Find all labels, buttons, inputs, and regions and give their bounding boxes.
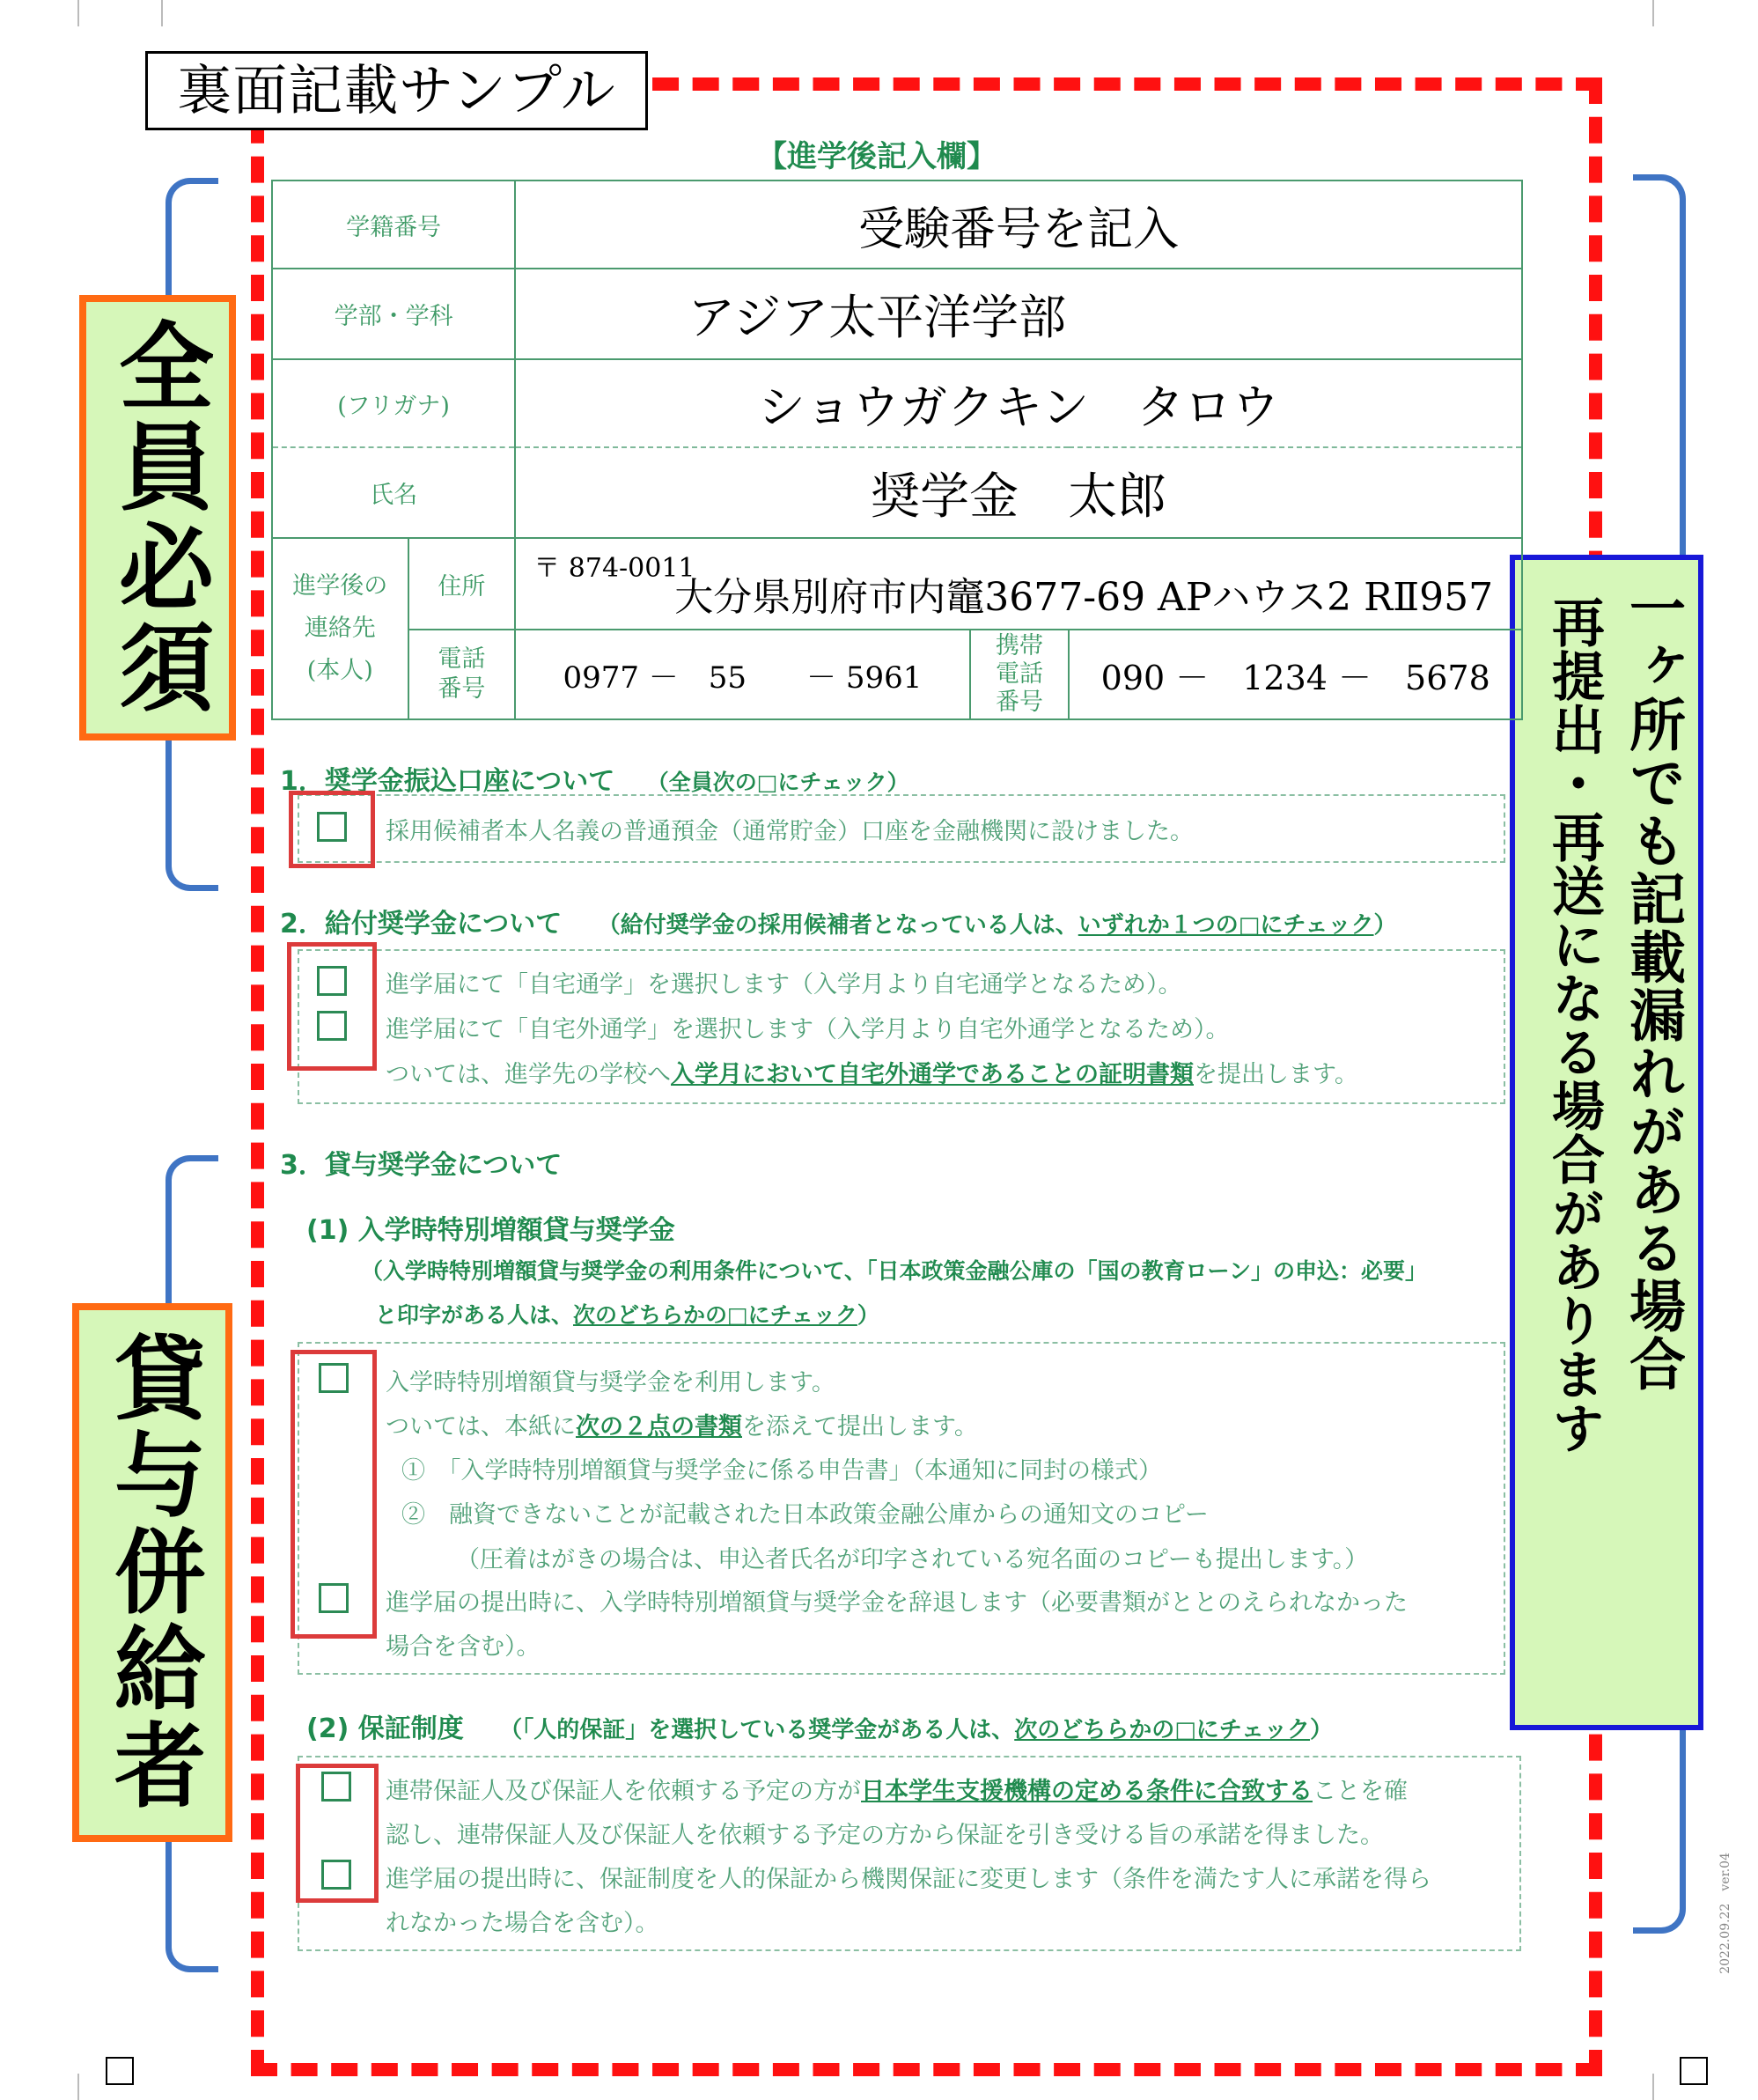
corner-mark-right — [1680, 2057, 1708, 2085]
name-label: 氏名 — [272, 447, 515, 538]
section2-item-2: 進学届にて「自宅外通学」を選択します（入学月より自宅外通学となるため）。 — [386, 1016, 1230, 1043]
address-cell — [515, 538, 1522, 630]
crop-mark — [161, 0, 163, 26]
section1-title: 1．奨学金振込口座について — [280, 766, 615, 797]
label-loan-recipients: 貸与併給者 — [72, 1303, 232, 1842]
student-no-label: 学籍番号 — [272, 181, 515, 269]
phone-label: 電話番号 — [408, 630, 516, 719]
section1-item-1: 採用候補者本人名義の普通預金（通常貯金）口座を金融機関に設けました。 — [386, 818, 1194, 845]
checkbox-home-commute[interactable] — [317, 966, 347, 996]
address-label: 住所 — [408, 538, 516, 630]
section3-sub1-item-1: 入学時特別増額貸与奨学金を利用します。 — [386, 1369, 835, 1396]
phone-value[interactable]: 0977 － 55 － 5961 — [515, 630, 969, 719]
section3-sub2-item-1: 連帯保証人及び保証人を依頼する予定の方が日本学生支援機構の定める条件に合致することを確 — [386, 1778, 1408, 1805]
checkbox-away-commute[interactable] — [317, 1011, 347, 1041]
section3-sub1-item-7: 場合を含む）。 — [386, 1633, 541, 1661]
warning-box — [1510, 555, 1703, 1730]
section2-checkbox-frame — [287, 942, 377, 1071]
crop-mark — [1652, 2074, 1654, 2100]
address-value[interactable]: 大分県別府市内竈3677-69 APハウス2 RⅡ957 — [674, 575, 1494, 620]
section3-sub1-item-2: ついては、本紙に次の２点の書類を添えて提出します。 — [386, 1413, 978, 1441]
checkbox-institutional-guarantee[interactable] — [321, 1860, 351, 1890]
section3-sub2-note-emphasis: 次のどちらかの□にチェック — [1014, 1717, 1311, 1743]
student-info-table — [271, 180, 1523, 720]
mobile-value[interactable]: 090 － 1234 － 5678 — [1069, 630, 1522, 719]
section-header: 【進学後記入欄】 — [757, 139, 997, 174]
section3-sub1-heading: (1) 入学時特別増額貸与奨学金 — [306, 1215, 675, 1246]
postal-code[interactable]: 〒 874-0011 — [533, 553, 695, 584]
section3-sub2-item-2: 認し、連帯保証人及び保証人を依頼する予定の方から保証を引き受ける旨の承諾を得ました。 — [386, 1822, 1384, 1849]
section2-heading — [280, 902, 1397, 940]
section2-item-3: ついては、進学先の学校へ入学月において自宅外通学であることの証明書類を提出します。 — [386, 1061, 1358, 1088]
version-stamp: 2022.09.22 ver.04 — [1718, 1853, 1732, 1974]
section3-sub1-item-4: ② 融資できないことが記載された日本政策金融公庫からの通知文のコピー — [401, 1501, 1209, 1529]
section3-sub2-title: (2) 保証制度 — [306, 1713, 464, 1744]
crop-mark — [77, 0, 79, 26]
section3-sub2-heading — [306, 1706, 1333, 1745]
section3-sub1-item-6: 進学届の提出時に、入学時特別増額貸与奨学金を辞退します（必要書類がととのえられなかった — [386, 1589, 1408, 1617]
section2-note: （給付奨学金の採用候補者となっている人は、いずれか１つの□にチェック） — [597, 912, 1397, 939]
checkbox-use-special-loan[interactable] — [319, 1363, 349, 1393]
section2-item-3-emphasis: 入学月において自宅外通学であることの証明書類 — [671, 1061, 1194, 1088]
contact-label: 進学後の連絡先(本人) — [272, 538, 408, 719]
section3-sub2-item-1-emphasis: 日本学生支援機構の定める条件に合致する — [861, 1778, 1313, 1805]
section3-sub1-note-line2: と印字がある人は、次のどちらかの□にチェック） — [375, 1302, 879, 1328]
section3-sub1-note-line1: （入学時特別増額貸与奨学金の利用条件について、「日本政策金融公庫の「国の教育ローン」の申込：必要」 — [361, 1258, 1428, 1284]
corner-mark-left — [106, 2057, 134, 2085]
name-value[interactable]: 奨学金 太郎 — [515, 447, 1522, 538]
section2-title: 2．給付奨学金について — [280, 909, 563, 939]
section3-sub1-item-2-emphasis: 次の２点の書類 — [576, 1413, 742, 1441]
section3-heading: 3．貸与奨学金について — [280, 1150, 563, 1181]
crop-mark — [77, 2074, 79, 2100]
section3-sub1-item-5: （圧着はがきの場合は、申込者氏名が印字されている宛名面のコピーも提出します。） — [456, 1546, 1369, 1573]
warning-line-2: 再提出・再送になる場合があります — [1543, 595, 1605, 1455]
warning-line-1: 一ヶ所でも記載漏れがある場合 — [1620, 579, 1685, 1393]
section3-sub2-item-3: 進学届の提出時に、保証制度を人的保証から機関保証に変更します（条件を満たす人に承諾を得ら — [386, 1866, 1431, 1893]
faculty-label: 学部・学科 — [272, 269, 515, 359]
mobile-label: 携帯電話番号 — [970, 630, 1070, 719]
checkbox-personal-guarantee[interactable] — [321, 1772, 351, 1802]
checkbox-decline-special-loan[interactable] — [319, 1583, 349, 1613]
page-title: 裏面記載サンプル — [145, 51, 648, 130]
faculty-value[interactable]: アジア太平洋学部 — [515, 269, 1522, 359]
furigana-value[interactable]: ショウガクキン タロウ — [515, 359, 1522, 447]
section3-sub2-note: （「人的保証」を選択している奨学金がある人は、次のどちらかの□にチェック） — [499, 1717, 1334, 1743]
section3-sub2-item-4: れなかった場合を含む）。 — [386, 1910, 659, 1937]
student-no-value[interactable]: 受験番号を記入 — [515, 181, 1522, 269]
label-all-required: 全員必須 — [79, 295, 236, 741]
section3-sub1-item-3: ① 「入学時特別増額貸与奨学金に係る申告書」（本通知に同封の様式） — [401, 1457, 1162, 1485]
furigana-label: (フリガナ) — [272, 359, 515, 447]
section1-note: （全員次の□にチェック） — [646, 770, 909, 795]
section2-note-emphasis: いずれか１つの□にチェック — [1078, 912, 1374, 939]
section2-item-1: 進学届にて「自宅通学」を選択します（入学月より自宅通学となるため）。 — [386, 971, 1182, 998]
checkbox-bank-account[interactable] — [317, 812, 347, 842]
section3-sub1-note-emphasis: 次のどちらかの□にチェック — [573, 1302, 857, 1328]
crop-mark — [1652, 0, 1654, 26]
